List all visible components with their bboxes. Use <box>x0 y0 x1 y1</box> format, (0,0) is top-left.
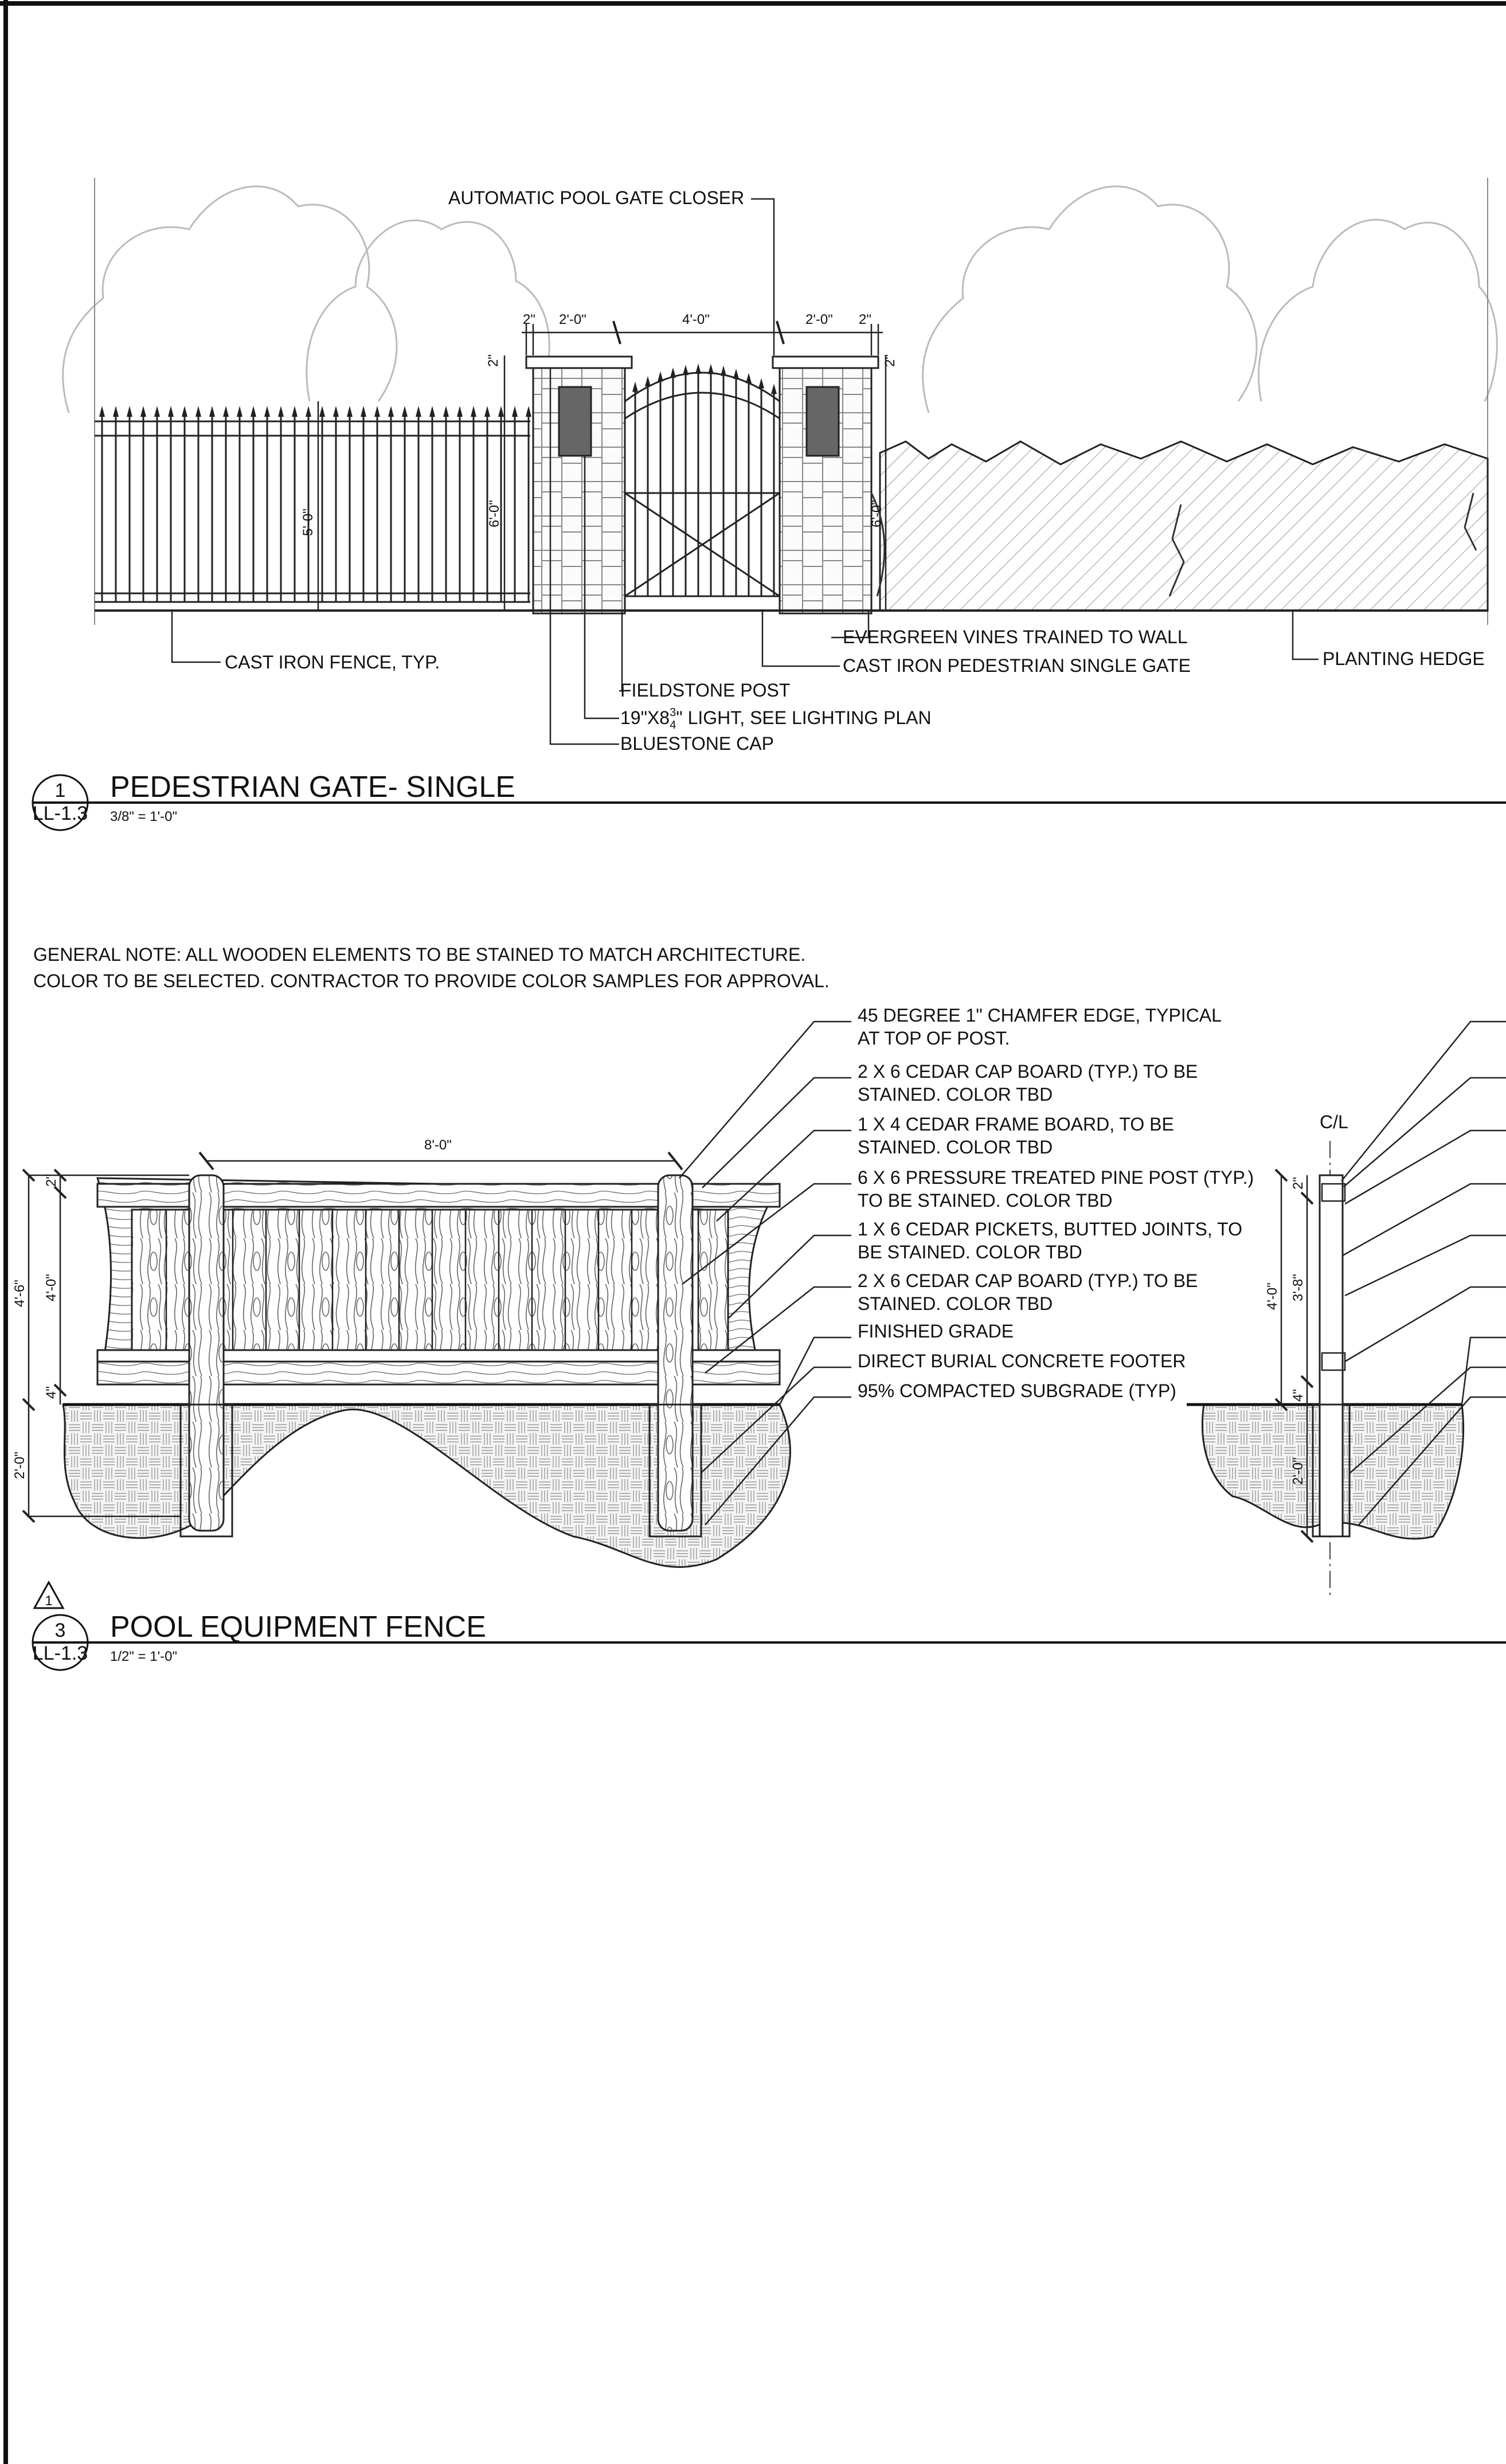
callout-3-line-1: 1 X 4 CEDAR FRAME BOARD, TO BE <box>858 1114 1174 1135</box>
dim-section-panel: 3'-8" <box>1290 1274 1306 1301</box>
label-bluestone-cap: BLUESTONE CAP <box>620 733 774 754</box>
detail-1-pedestrian-gate <box>33 178 1506 830</box>
dim-bay-width: 8'-0" <box>424 1137 452 1153</box>
callout-9-line-1: 95% COMPACTED SUBGRADE (TYP) <box>858 1380 1176 1401</box>
light-fixture-left <box>559 387 591 456</box>
dim-gate-width: 4'-0" <box>682 312 710 327</box>
dim-cap-height-right: 2" <box>882 354 898 367</box>
revision-number: 1 <box>45 1593 53 1609</box>
label-cast-iron-fence: CAST IRON FENCE, TYP. <box>225 652 440 672</box>
post-left <box>189 1175 224 1531</box>
light-fixture-right <box>807 387 839 456</box>
callout-2-line-2: STAINED. COLOR TBD <box>858 1084 1053 1105</box>
label-pedestrian-gate: CAST IRON PEDESTRIAN SINGLE GATE <box>843 655 1191 676</box>
dim-section-bottom: 4" <box>1290 1389 1306 1402</box>
detail-title: POOL EQUIPMENT FENCE <box>110 1610 486 1644</box>
detail-number: 1 <box>54 780 66 801</box>
dim-post-right: 2'-0" <box>805 312 833 327</box>
post-right <box>658 1175 693 1531</box>
dim-fence-height: 4'-0" <box>44 1274 59 1301</box>
dim-hedge-height: 6'-0" <box>869 500 885 527</box>
dim-cap-height-left: 2" <box>486 354 501 367</box>
detail-sheet: LL-1.3 <box>32 803 88 824</box>
bluestone-cap-left <box>526 357 632 368</box>
callout-2-line-1: 2 X 6 CEDAR CAP BOARD (TYP.) TO BE <box>858 1061 1198 1082</box>
dim-post-right-cap: 2" <box>859 312 871 327</box>
detail-scale: 3/8" = 1'-0" <box>110 809 178 824</box>
detail-sheet: LL-1.3 <box>32 1642 88 1664</box>
dim-fence-height: 5'-0" <box>300 509 316 536</box>
dim-section-top: 2" <box>1290 1177 1306 1190</box>
gate-bars <box>632 363 777 596</box>
callout-7-line-1: FINISHED GRADE <box>858 1321 1014 1341</box>
label-planting-hedge: PLANTING HEDGE <box>1323 648 1485 669</box>
label-light: $19"X8^3$ 4" LIGHT, SEE LIGHTING PLAN <box>620 706 932 732</box>
centerline-label: C/L <box>1320 1112 1348 1132</box>
callout-1-line-2: AT TOP OF POST. <box>858 1028 1010 1049</box>
dim-footing-depth: 2'-0" <box>12 1452 28 1479</box>
callout-3-line-2: STAINED. COLOR TBD <box>858 1137 1053 1157</box>
dim-post-left: 2'-0" <box>559 312 586 327</box>
general-note-line1: GENERAL NOTE: ALL WOODEN ELEMENTS TO BE STAINED TO MATCH ARCHITECTURE. <box>33 944 806 965</box>
section-post <box>1320 1175 1343 1536</box>
dim-post-height: 6'-0" <box>487 500 502 527</box>
general-note-line2: COLOR TO BE SELECTED. CONTRACTOR TO PROVIDE COLOR SAMPLES FOR APPROVAL. <box>33 971 830 991</box>
planting-hedge <box>880 441 1488 611</box>
detail-scale: 1/2" = 1'-0" <box>110 1649 178 1664</box>
detail-3-pool-equipment-fence <box>12 1005 1506 1670</box>
dim-post-left-cap: 2" <box>523 312 535 327</box>
callout-6-line-2: STAINED. COLOR TBD <box>858 1293 1053 1314</box>
dim-section-footing: 2'-0" <box>1290 1457 1306 1485</box>
callout-6-line-1: 2 X 6 CEDAR CAP BOARD (TYP.) TO BE <box>858 1270 1198 1291</box>
callout-4-line-2: TO BE STAINED. COLOR TBD <box>858 1190 1113 1211</box>
label-evergreen-vines: EVERGREEN VINES TRAINED TO WALL <box>843 627 1188 647</box>
detail-title: PEDESTRIAN GATE- SINGLE <box>110 771 515 804</box>
callout-5-line-1: 1 X 6 CEDAR PICKETS, BUTTED JOINTS, TO <box>858 1219 1242 1239</box>
dim-top-gap: 2" <box>44 1174 59 1187</box>
label-fieldstone-post: FIELDSTONE POST <box>620 680 791 701</box>
detail-number: 3 <box>54 1620 66 1641</box>
callout-5-line-2: BE STAINED. COLOR TBD <box>858 1242 1082 1262</box>
callout-1-line-1: 45 DEGREE 1" CHAMFER EDGE, TYPICAL <box>858 1005 1222 1026</box>
callout-4-line-1: 6 X 6 PRESSURE TREATED PINE POST (TYP.) <box>858 1167 1254 1188</box>
callout-8-line-1: DIRECT BURIAL CONCRETE FOOTER <box>858 1351 1186 1371</box>
dim-section-height: 4'-0" <box>1265 1282 1280 1310</box>
label-gate-closer: AUTOMATIC POOL GATE CLOSER <box>448 187 745 208</box>
callout-list <box>858 1005 1254 1401</box>
dim-bottom-gap: 4" <box>44 1386 59 1399</box>
bluestone-cap-right <box>773 357 878 368</box>
dim-overall-height: 4'-6" <box>12 1280 28 1307</box>
